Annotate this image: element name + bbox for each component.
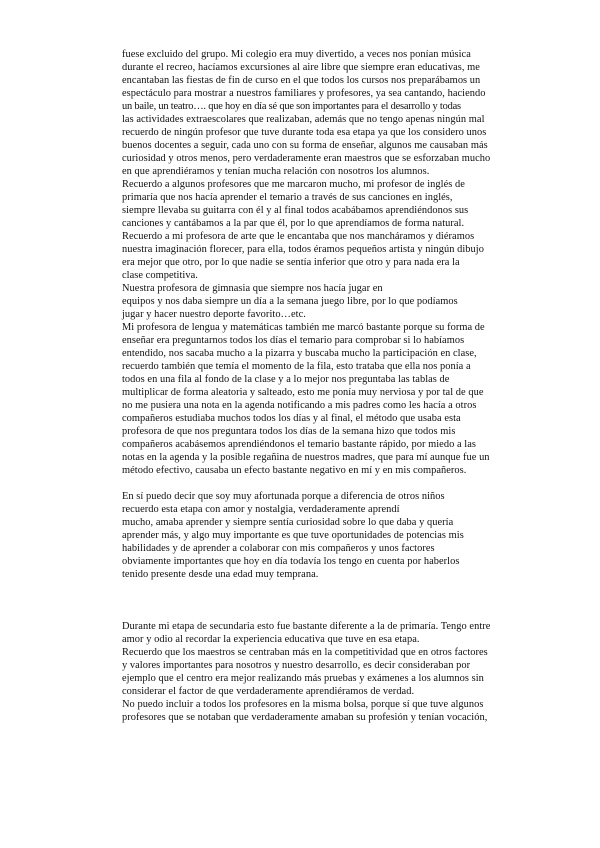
text-line: clase competitiva. (122, 270, 198, 281)
text-line: Mi profesora de lengua y matemáticas también me marcó bastante porque su forma de (122, 322, 485, 333)
text-line: tenido presente desde una edad muy temprana. (122, 569, 319, 580)
text-line: equipos y nos daba siempre un día a la semana juego libre, por lo que podíamos (122, 296, 458, 307)
text-line: curiosidad y otros menos, pero verdaderamente eran maestros que se esforzaban mucho (122, 153, 491, 164)
text-line: aprender más, y algo muy importante es que tuve oportunidades de potencias mis (122, 530, 464, 541)
text-line: espectáculo para mostrar a nuestros familiares y profesores, ya sea cantando, haciendo (122, 88, 486, 99)
text-line: Recuerdo a algunos profesores que me marcaron mucho, mi profesor de inglés de (122, 179, 465, 190)
text-line: habilidades y de aprender a colaborar con mis compañeros y unos factores (122, 543, 435, 554)
text-line: profesores que se notaban que verdaderamente amaban su profesión y tenían vocación, (122, 712, 488, 723)
text-line: nuestra imaginación florecer, para ella, todos éramos pequeños artista y ningún dibujo (122, 244, 484, 255)
text-line: no me pusiera una nota en la agenda notificando a mis padres como les hacía a otros (122, 400, 477, 411)
text-line: jugar y hacer nuestro deporte favorito…etc. (122, 309, 306, 320)
text-line: Recuerdo que los maestros se centraban más en la competitividad que en otros factores (122, 647, 488, 658)
text-line: buenos docentes a seguir, cada uno con su forma de enseñar, algunos me causaban más (122, 140, 488, 151)
text-line: fuese excluido del grupo. Mi colegio era muy divertido, a veces nos ponían música (122, 49, 471, 60)
text-line: mucho, amaba aprender y siempre sentía curiosidad sobre lo que daba y quería (122, 517, 454, 528)
text-line: compañeros acabásemos aprendiéndonos el temario bastante rápido, por miedo a las (122, 439, 476, 450)
text-line: Nuestra profesora de gimnasia que siempre nos hacía jugar en (122, 283, 383, 294)
text-line: recuerdo también que temía el momento de la fila, esto trataba que ella nos ponía a (122, 361, 471, 372)
text-line: entendido, nos sacaba mucho a la pizarra y buscaba mucho la participación en clase, (122, 348, 477, 359)
text-line: todos en una fila al fondo de la clase y a lo mejor nos preguntaba las tablas de (122, 374, 450, 385)
text-line: Recuerdo a mi profesora de arte que le encantaba que nos mancháramos y diéramos (122, 231, 475, 242)
text-line: durante el recreo, hacíamos excursiones al aire libre que siempre eran educativas, me (122, 62, 480, 73)
text-line: en que aprendiéramos y tenían mucha relación con nosotros los alumnos. (122, 166, 430, 177)
text-line: era mejor que otro, por lo que nadie se sentía inferior que otro y para nada era la (122, 257, 460, 268)
text-line: profesora de que nos preguntara todos los días de la semana hizo que todos mis (122, 426, 456, 437)
text-line: encantaban las fiestas de fin de curso en el que todos los cursos nos preparábamos un (122, 75, 481, 86)
text-line: multiplicar de forma aleatoria y salteado, esto me ponía muy nerviosa y por tal de que (122, 387, 484, 398)
text-line: considerar el factor de que verdaderamente aprendiéramos de verdad. (122, 686, 415, 697)
text-line: un baile, un teatro…. que hoy en día sé que son importantes para el desarrollo y todas (122, 101, 461, 112)
text-line: primaría que nos hacía aprender el temario a través de sus canciones en inglés, (122, 192, 453, 203)
text-line: y valores importantes para nosotros y nuestro desarrollo, es decir consideraban por (122, 660, 471, 671)
text-line: notas en la agenda y la posible regañina de nuestros madres, que para mí aunque fue un (122, 452, 490, 463)
text-line: las actividades extraescolares que realizaban, además que no tengo apenas ningún mal (122, 114, 485, 125)
text-line: ejemplo que el centro era mejor realizando más pruebas y exámenes a los alumnos sin (122, 673, 484, 684)
text-line: amor y odio al recordar la experiencia educativa que tuve en esa etapa. (122, 634, 420, 645)
text-line: siempre llevaba su guitarra con él y al final todos acabábamos aprendiéndonos sus (122, 205, 469, 216)
text-line: recuerdo de ningún profesor que tuve durante toda esa etapa ya que los considero unos (122, 127, 487, 138)
text-line: obviamente importantes que hoy en día todavía los tengo en cuenta por haberlos (122, 556, 460, 567)
text-line: Durante mi etapa de secundaria esto fue bastante diferente a la de primaría. Tengo entre (122, 621, 491, 632)
text-line: enseñar era preguntarnos todos los días el temario para comprobar si lo habíamos (122, 335, 465, 346)
text-line: En sí puedo decir que soy muy afortunada porque a diferencia de otros niños (122, 491, 445, 502)
text-line: compañeros estudiaba muchos todos los días y al final, el método que usaba esta (122, 413, 461, 424)
text-line: No puedo incluir a todos los profesores en la misma bolsa, porque sí que tuve algunos (122, 699, 484, 710)
text-line: canciones y cantábamos a la par que él, por lo que aprendíamos de forma natural. (122, 218, 465, 229)
text-line: método efectivo, causaba un efecto bastante negativo en mí y en mis compañeros. (122, 465, 467, 476)
text-line: recuerdo esta etapa con amor y nostalgia, verdaderamente aprendí (122, 504, 400, 515)
